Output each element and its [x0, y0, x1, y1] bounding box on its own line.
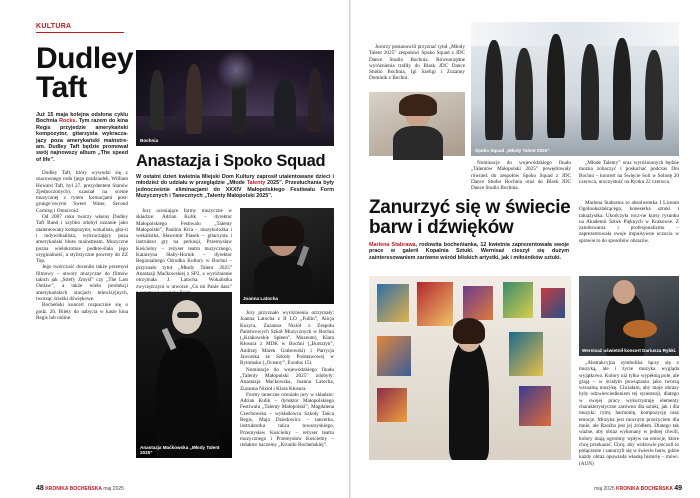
girl-portrait-photo — [369, 92, 465, 156]
dancer-figure — [581, 44, 599, 140]
dancer-figure — [515, 48, 533, 140]
paragraph: Dudley Taft, który wywodzi się z szacownego rodu (jego pradziadek, William Howard Taft, był 27. prezydentem Stanów Zjednoczonych), uzasnał na scenie muzycznej z rytem formacjami post-grunge’owymi Sweet Water, Second Coming i Omnivoid. — [36, 170, 128, 214]
photo-caption: Spoko Squad „Młody Talent 2025” — [475, 148, 550, 153]
painting — [519, 386, 551, 426]
painting — [377, 388, 407, 422]
paragraph: Formy taneczne oceniało jury w składzie: Adrian Kulik – dyrektor Małopolskiego Festiwalu „Talenty Małopolski”, Magdalena Czechowska – wykładowca Szkoły Tańca Regis, Maja Dziedowicz – tancerka, instruktorka tańca towarzyskiego, Przemysław Kościelny – reżyser teatru muzycznego i Przemysław Kościelny – redaktor naczelny „Kroniki Bocheńskiej”. — [240, 391, 334, 449]
folio-right — [594, 485, 682, 492]
lead-highlight: Marlena Stabrawa — [369, 242, 416, 248]
musician-figure — [150, 70, 164, 130]
title-line-2: Taft — [36, 71, 87, 104]
article3-lead — [369, 242, 569, 274]
painting — [463, 286, 493, 320]
article3-title — [369, 198, 570, 238]
painting — [417, 282, 453, 326]
jury-text — [369, 44, 465, 90]
paragraph: Od 2007 roku tworzy własny Dudley Taft Band i szybko zdobył uznanie jako utalentowany kompozytor, wokalista, gita-ri i indywidualista, wykraczający poza amerykański blues mainstream. Muzyczne pozna wielokrotnie podkre-ślała jego oryginalność, a stylistyczne powroty do ZZ Top. — [36, 214, 128, 265]
article2-body-col1 — [136, 208, 232, 288]
artist-figure — [449, 338, 489, 460]
paragraph: „Abstrakcyjna symbolika łączy się z muzyką, ale i życie muzyka wygląda wyjątkowo. Kolory niż tylko wypełnią pole, ale grają – w ścisłym powiązaniu jako tworzą wizualną muzykę. Chciałam, aby moje obrazy były odzwierciedleniem tej synestezji, dlatego w swojej pracy wykorzystuję elementy charakterystyczne zarówno dla sztuki, jak i dla muzyki: rytm, harmonię, kompozycję oraz emocje. Muzyka jest mocnym przeżyciem dla mnie, ale Rzeźba jest jej źródłem. Dlatego tak ważne, aby obraz wykonany w jednej chwili, kolory mają ogromny wpływ na emocje, które chcę przekazać. Chcę, aby widzowie poczuli to połączenie i zanurzyli się w świecie barw, gdzie każdy obraz opowiada własną historię – mówi. (AUN) — [579, 360, 679, 467]
magazine-name: KRONIKA BOCHEŃSKA — [616, 486, 673, 492]
painting — [541, 288, 565, 318]
article2-lead — [136, 174, 334, 206]
paragraph: Bocheński koncert rozpocznie się o godz. 20. Bilety do nabycia w kasie kina Regis lub online. — [36, 302, 128, 321]
dancer-figure — [547, 34, 565, 138]
page-number: 49 — [674, 485, 682, 492]
article1-lead — [36, 112, 128, 168]
magazine-name: KRONIKA BOCHEŃSKA — [45, 486, 102, 492]
photo-caption: Wernisaż uświetnił koncert Dariusza Rybki. — [582, 348, 677, 353]
lead-highlight: Talenty — [246, 180, 266, 187]
nominations-text — [471, 160, 571, 194]
article3-body-col2 — [579, 360, 679, 467]
paragraph: Jurorzy postanowili przyznać tytuł „Młody Talent 2025” zespołowi Spoko Squad z JDC Dance Studio Bochnia. Równorzędne wyróżnienia trafiły do Blask JDC Dance Studio Bochnia, Igi Szeligi i Zuzanny Dominik z Bochni. — [369, 44, 465, 82]
singer-photo-joanna — [240, 208, 334, 304]
gallery-photo — [369, 276, 571, 460]
paragraph: Nominacje do wojewódzkiego finału „Talentów Małopolski 2025” powędrowały również do zespołów Spoko Squad z JDC Dance Studio Bochnia oraz do Blask JDC Dance Studio Bochnia. — [471, 160, 571, 192]
musician-figure — [274, 80, 296, 130]
photo-caption: Joanna Latocha — [243, 296, 278, 301]
dancer-figure — [485, 40, 503, 140]
title-line-1: Dudley — [36, 42, 134, 75]
paragraph: „Młode Talenty” oraz wyróżnionych będzie można zobaczyć i posłuchać podczas Dni Bochni – koncert na Święcie Soli w Sobotę 20 czerwca, uroczystość na Rynku 22 czerwca. — [579, 160, 679, 185]
painting — [377, 284, 409, 322]
guitarist-photo — [579, 276, 679, 356]
left-page — [0, 0, 349, 498]
paragraph: Jego twórczość doceniło także przemysł filmowy – utwory muzyczne do filmów takich jak „Strefy Zmyśl” czy „The Last Outlaw”, a także wielu produkcji amerykańskich stacjach telewizyjnych, tworząc ścieżki dźwiękowe. — [36, 264, 128, 302]
page-number: 48 — [36, 485, 44, 492]
title-line-1: Zanurzyć się w świecie — [369, 197, 571, 218]
right-page — [351, 0, 700, 498]
lead-text: . Tym razem do kina Regis przyjedzie amerykański kompozytor, gitarzysta wykracza-jący poza amerykański mainstre-am. Dudley Taft będzie promował swój najnowszy album „The speed of life”. — [36, 118, 128, 163]
photo-caption: Anastazja Maćkowska „Młody Talent 2025” — [140, 445, 220, 455]
musician-figure — [308, 68, 322, 132]
painting — [503, 282, 533, 318]
dance-group-photo — [471, 22, 679, 156]
section-rule — [36, 32, 124, 33]
article2-title: Anastazja i Spoko Squad — [136, 152, 326, 170]
article2-body-col2 — [240, 310, 334, 460]
paragraph: Jury oceniające formy muzyczne w składzie: Adrian Kulik – dyrektor Małopolskiego Festiwalu „Talenty Małopolski”, Paulina Kica – muzykolożka i wokalistka, Sławomir Piasek – gitarzysta i instruktor gry na perkusji, Przemysław Kościelny – reżyser teatru muzycznego, Katarzyna Słaby-Hornik – dyrektor Regionalnego Ośrodka Kultury w Bochni – przyznało tytuł „Młody Talent 2025” Anastazji Maćkowskiej z SP2, a wyróżnienie otrzymała J. Latocha. Wokalistka zwyciężczyni w utworze „Co mi Panie dasz” — [136, 208, 232, 290]
paragraph: Marlena Stabrawa to absolwentka I Liceum Ogólnokształcącego, koneserka sztuki i tatuażystka. Ukończyła rocz-ne kursy rysunku na Akademii Sztuk Pięknych w Krakowie. Z zamiłowania i profesjonalizmu – zaprezentowała swoje impulsywne uczucia w sprawie to do sposobów obrazów. — [579, 200, 679, 244]
concert-info-text — [579, 160, 679, 194]
photo-caption: Bochnia — [140, 138, 159, 143]
concert-photo — [136, 50, 334, 146]
musician-figure — [186, 64, 202, 134]
issue-date: maj 2025 — [594, 486, 615, 492]
lead-text: , rodowita bocheńianka, 12 kwietnia zaprezentowała swoje prace w galerii Kopalnia Sztuki. Wernisaż cieszył się dużym zainteresowaniem zarówno wśród bliskich artystki, jak i miłośników sztuki. — [369, 242, 570, 261]
issue-date: maj 2025 — [103, 486, 124, 492]
dancer-figure — [645, 50, 663, 140]
lead-highlight: Rocks — [59, 118, 76, 125]
lead-text: W ostatni dzień kwietnia Miejski Dom Kultury zaprosił utalentowane dzieci i młodzież do udziału w przeglądzie „Młode — [136, 174, 334, 187]
section-tag: KULTURA — [36, 23, 72, 30]
article1-body — [36, 170, 128, 320]
paragraph: Nominacje do wojewódzkiego finału „Talenty Małopolski 2025” zdobyły: Anastazja Maćkowska, Joanna Latocha, Zuzanna Niziół i Klara Kłosura. — [240, 366, 334, 392]
article3-body-col1 — [579, 200, 679, 278]
dancer-figure — [613, 38, 631, 140]
guitar — [623, 320, 657, 338]
painting — [377, 336, 411, 376]
paragraph: Jury przyznało wyróżnienia otrzymały: Joanna Latocha z II LO „Fullin”, Alicja Kozyra, Zuzanna Niziół z Zespołu Państwowych Szkół Muzycznych w Bochni („Krakowskie Spleen”, Muzeum), Klara Kłosura z MDK w Bochni („Bursztyn”, Andrzej Marek Grabowski) i Patrycja Jaworska ze Szkoły Podstawowej w Bytomsku („Oceany”, Exodus 15). — [240, 310, 334, 367]
article1-title — [36, 44, 133, 102]
folio-left — [36, 485, 124, 492]
title-line-2: barw i dźwięków — [369, 217, 514, 238]
lead-text: 2025”. Przesłuchania były jednocześnie eliminacjami do XXXIV Małopolskiego Festiwalu Form Muzycznych i Tanecznych „Talenty Małopolski 2025”. — [136, 180, 335, 200]
singer-photo-anastazja — [136, 292, 232, 458]
lead-text: Już 15 maja kolejna odsłona cyklu Bochnia — [36, 112, 128, 125]
painting — [509, 332, 543, 376]
